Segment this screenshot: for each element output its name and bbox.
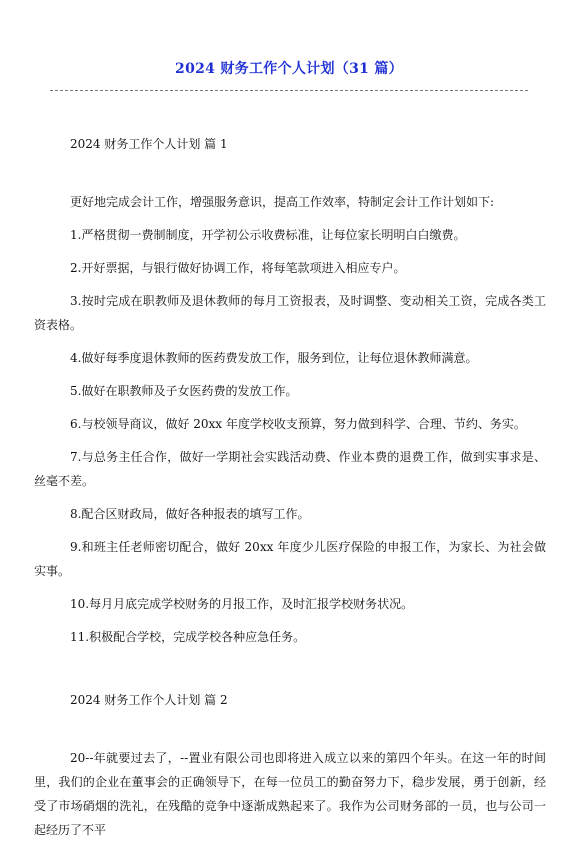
paragraph: 更好地完成会计工作，增强服务意识，提高工作效率，特制定会计工作计划如下: [70, 195, 495, 209]
list-item: 7.与总务主任合作，做好一学期社会实践活动费、作业本费的退费工作，做到实事求是、丝毫不差。 [34, 450, 546, 488]
paragraph: 20--年就要过去了，--置业有限公司也即将进入成立以来的第四个年头。在这一年的时间里，我们的企业在董事会的正确领导下，在每一位员工的勤奋努力下，稳步发展，勇于创新，经受了市场硝烟的洗礼，在残酷的竞争中逐渐成熟起来了。我作为公司财务部的一员，也与公司一起经历了不平 [34, 751, 546, 837]
title-divider [50, 90, 528, 91]
section-heading: 2024 财务工作个人计划 篇 2 [70, 693, 228, 707]
list-item: 8.配合区财政局，做好各种报表的填写工作。 [70, 507, 310, 521]
spacer [34, 712, 546, 746]
document-body [34, 132, 546, 842]
list-item: 1.严格贯彻一费制制度，开学初公示收费标准，让每位家长明明白白缴费。 [70, 228, 466, 242]
spacer [34, 658, 546, 688]
spacer [34, 156, 546, 190]
list-item: 10.每月月底完成学校财务的月报工作，及时汇报学校财务状况。 [70, 597, 414, 611]
list-item: 11.积极配合学校，完成学校各种应急任务。 [70, 630, 306, 644]
list-item: 5.做好在职教师及子女医药费的发放工作。 [70, 384, 298, 398]
list-item: 2.开好票据，与银行做好协调工作，将每笔款项进入相应专户。 [70, 261, 406, 275]
document-title: 2024 财务工作个人计划（31 篇） [175, 61, 403, 77]
list-item: 3.按时完成在职教师及退休教师的每月工资报表，及时调整、变动相关工资，完成各类工资表格。 [34, 294, 546, 332]
list-item: 4.做好每季度退休教师的医药费发放工作，服务到位，让每位退休教师满意。 [70, 351, 478, 365]
list-item: 9.和班主任老师密切配合，做好 20xx 年度少儿医疗保险的申报工作，为家长、为社会做实事。 [34, 540, 546, 578]
section-heading: 2024 财务工作个人计划 篇 1 [70, 137, 228, 151]
list-item: 6.与校领导商议，做好 20xx 年度学校收支预算，努力做到科学、合理、节约、务实。 [70, 417, 526, 431]
